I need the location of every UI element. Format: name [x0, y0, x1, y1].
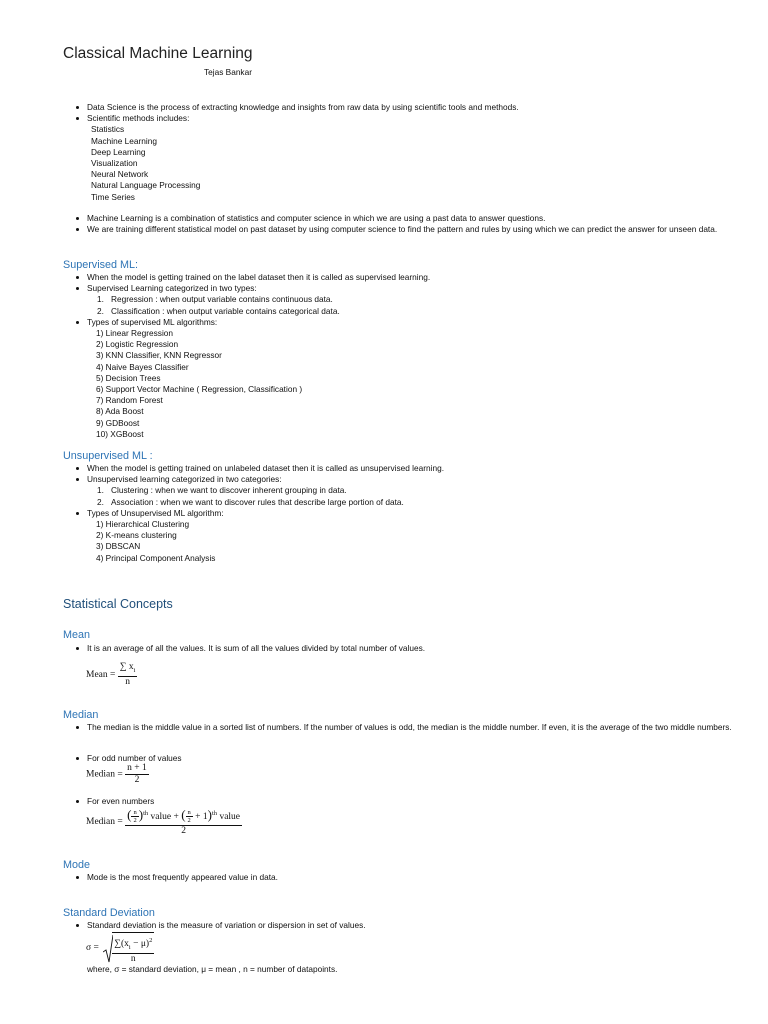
mode-list [63, 872, 753, 883]
algorithm-item: 8) Ada Boost [96, 406, 144, 417]
method-item: Statistics [91, 124, 125, 135]
list-item: Mode is the most frequently appeared value in data. [63, 872, 753, 883]
supervised-algorithms [87, 328, 753, 440]
list-item: When the model is getting trained on the label dataset then it is called as supervised learning. [63, 272, 753, 283]
page-title: Classical Machine Learning [63, 45, 253, 62]
median-even-formula: Median = ( $\frac{n}{2}$ )$^{th}$ value + ( $\frac{n}{2}$ + 1)$^{th}$ value 2 [86, 807, 241, 837]
std-dev-heading: Standard Deviation [63, 907, 155, 919]
std-dev-list [63, 920, 753, 931]
list-item [63, 317, 753, 440]
algorithm-item: 1) Hierarchical Clustering [96, 519, 190, 530]
algorithm-item: 2) Logistic Regression [96, 339, 179, 350]
unsupervised-list [63, 463, 753, 564]
method-item: Machine Learning [91, 135, 157, 146]
algorithm-item: 4) Naive Bayes Classifier [96, 361, 189, 372]
list-item [63, 508, 753, 564]
statistical-concepts-heading: Statistical Concepts [63, 597, 173, 611]
list-item: For even numbers [63, 796, 753, 807]
median-odd-list [63, 753, 753, 764]
intro-list [63, 102, 753, 203]
algorithm-item: 1) Linear Regression [96, 328, 174, 339]
algorithm-item: 5) Decision Trees [96, 372, 161, 383]
algorithm-item: 9) GDBoost [96, 417, 140, 428]
algorithm-item: 2) K-means clustering [96, 530, 177, 541]
mode-heading: Mode [63, 859, 91, 871]
list-item: For odd number of values [63, 753, 753, 764]
mean-list [63, 643, 753, 654]
method-item: Time Series [91, 191, 135, 202]
list-item [63, 474, 753, 508]
list-item: When the model is getting trained on unlabeled dataset then it is called as unsupervised learning. [63, 463, 753, 474]
std-dev-where-text: where, σ = standard deviation, μ = mean , n = number of datapoints. [87, 964, 338, 974]
algorithm-item: 6) Support Vector Machine ( Regression, Classification ) [96, 384, 303, 395]
method-item: Natural Language Processing [91, 180, 201, 191]
type-item: 1. Regression : when output variable contains continuous data. [97, 294, 333, 305]
list-item [63, 283, 753, 317]
methods-list [87, 124, 753, 202]
ml-definition-list [63, 213, 753, 235]
list-item-text: Types of supervised ML algorithms: [87, 316, 218, 327]
std-dev-formula: σ = $\frac{\sum(x_i - \mu)^2}{n}$ [86, 932, 154, 962]
list-item: Machine Learning is a combination of statistics and computer science in which we are using a past data to answer questions. [63, 213, 753, 224]
author-name: Tejas Bankar [204, 67, 252, 77]
median-heading: Median [63, 709, 99, 721]
method-item: Neural Network [91, 169, 149, 180]
mean-heading: Mean [63, 629, 91, 641]
list-item-text: Supervised Learning categorized in two types: [87, 283, 257, 294]
algorithm-item: 3) DBSCAN [96, 541, 141, 552]
algorithm-item: 4) Principal Component Analysis [96, 552, 216, 563]
unsupervised-heading: Unsupervised ML : [63, 450, 153, 462]
list-item-text: Scientific methods includes: [87, 113, 190, 124]
list-item: The median is the middle value in a sorted list of numbers. If the number of values is odd, the median is the middle number. If even, it is the average of the two middle numbers. [63, 722, 753, 733]
supervised-heading: Supervised ML: [63, 259, 139, 271]
supervised-list [63, 272, 753, 440]
list-item-text: Types of Unsupervised ML algorithm: [87, 507, 224, 518]
unsupervised-types [87, 485, 753, 507]
method-item: Visualization [91, 158, 138, 169]
list-item-text: Unsupervised learning categorized in two categories: [87, 474, 282, 485]
unsupervised-algorithms [87, 519, 753, 564]
type-item: 2. Classification : when output variable contains categorical data. [97, 305, 340, 316]
median-list [63, 722, 753, 733]
list-item: Standard deviation is the measure of variation or dispersion in set of values. [63, 920, 753, 931]
median-odd-formula: Median = $\frac{n + 1}{2}$ [86, 763, 147, 785]
list-item [63, 113, 753, 203]
list-item: We are training different statistical model on past dataset by using computer science to find the pattern and rules by using which we can predict the answer for unseen data. [63, 224, 753, 235]
algorithm-item: 7) Random Forest [96, 395, 163, 406]
list-item: Data Science is the process of extracting knowledge and insights from raw data by using scientific tools and methods. [63, 102, 753, 113]
algorithm-item: 10) XGBoost [96, 428, 144, 439]
type-item: 1. Clustering : when we want to discover inherent grouping in data. [97, 485, 347, 496]
mean-formula: Mean = $\frac{\sum x_i}{n}$ [86, 662, 136, 687]
type-item: 2. Association : when we want to discover rules that describe large portion of data. [97, 496, 404, 507]
algorithm-item: 3) KNN Classifier, KNN Regressor [96, 350, 222, 361]
list-item: It is an average of all the values. It is sum of all the values divided by total number of values. [63, 643, 753, 654]
supervised-types [87, 294, 753, 316]
method-item: Deep Learning [91, 146, 146, 157]
